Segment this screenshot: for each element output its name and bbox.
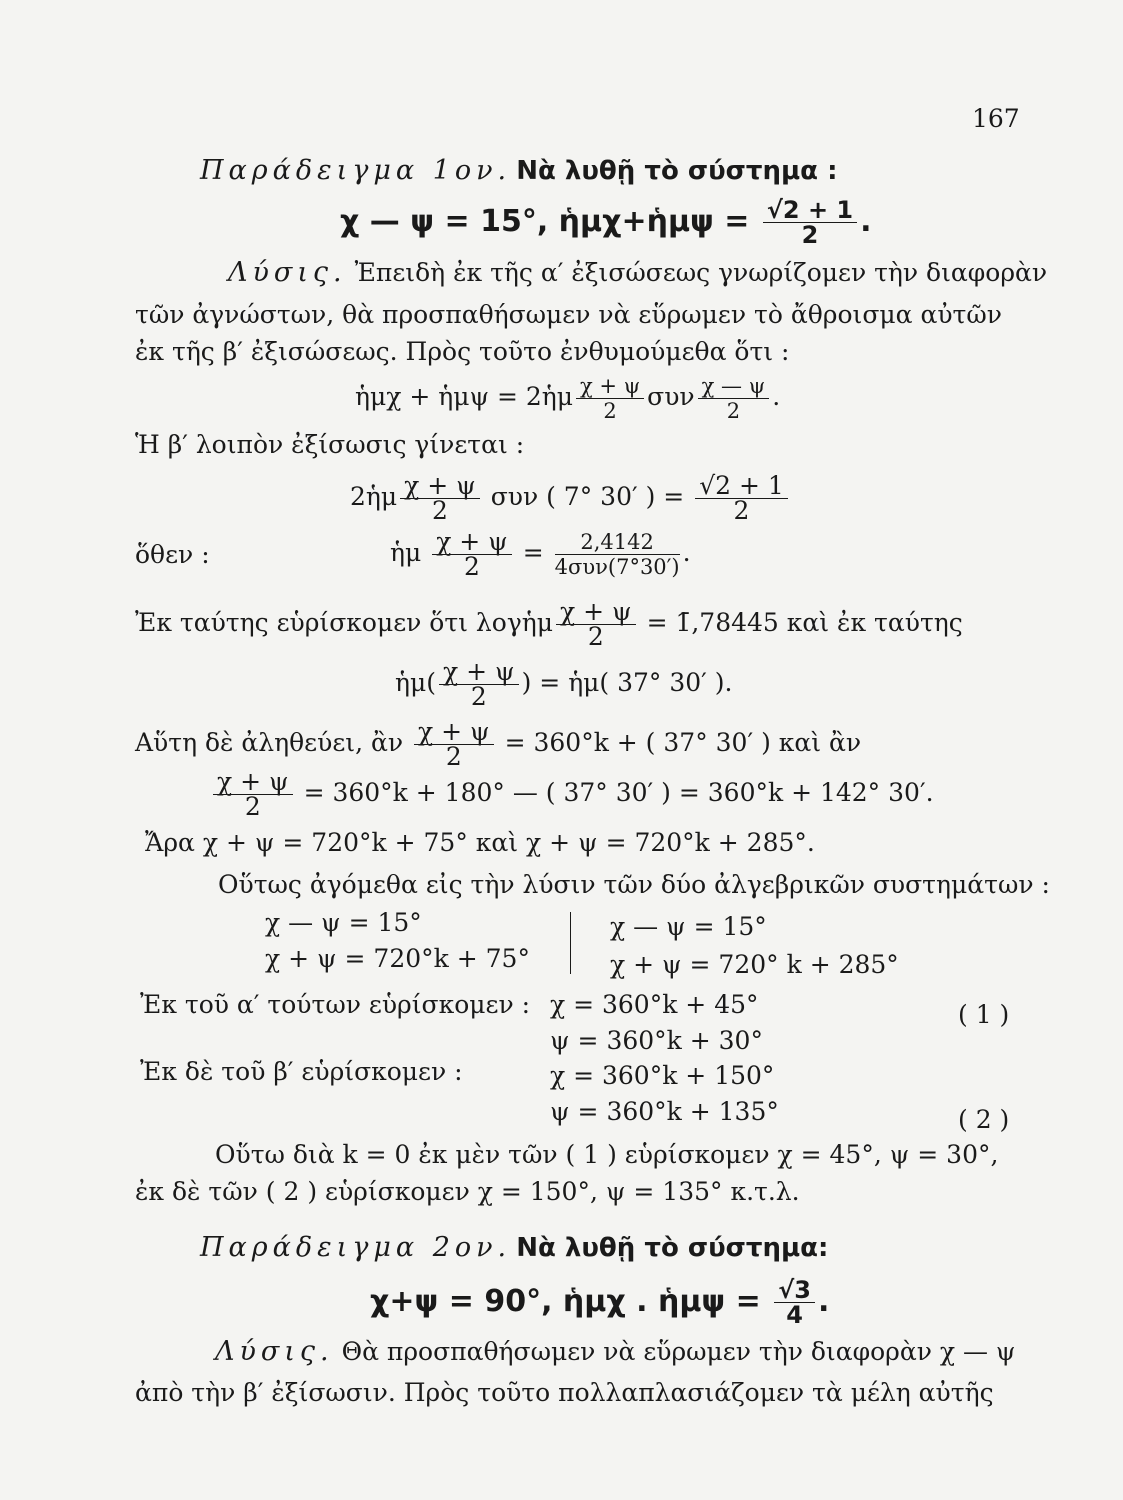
numerator: χ + ψ: [213, 770, 293, 795]
numerator: χ — ψ: [698, 374, 770, 399]
tag-1: ( 1 ): [958, 1000, 1010, 1029]
example-1-label: Παράδειγμα 1ον.: [200, 155, 512, 186]
system-left: χ+ψ = 90°, ἡμχ . ἡμψ =: [370, 1284, 761, 1319]
numerator: √2 + 1: [695, 474, 788, 499]
system-2-eq-a: χ — ψ = 15°: [610, 912, 767, 941]
identity-formula: [355, 374, 780, 423]
numerator: √2 + 1: [763, 198, 857, 223]
fraction: [414, 717, 494, 771]
fraction: [695, 471, 788, 525]
log-pre: Ἐκ ταύτης εὑρίσκομεν ὅτι λογἡμ: [135, 608, 553, 637]
denominator: 2: [244, 792, 261, 821]
end-dot: .: [860, 204, 872, 239]
fraction: [555, 530, 680, 579]
becomes-line: Ἡ β′ λοιπὸν ἐξίσωσις γίνεται :: [135, 430, 525, 459]
solution-line-1: [228, 258, 1047, 288]
system-2-eq-b: χ + ψ = 720° k + 285°: [610, 950, 899, 979]
example-1-heading: [200, 155, 837, 186]
equation-3: [390, 527, 691, 581]
fraction: [439, 657, 519, 711]
truth-post: = 360°k + ( 37° 30′ ) καὶ ἂν: [504, 728, 862, 757]
example-2-instruction: Νὰ λυθῇ τὸ σύστημα:: [516, 1233, 829, 1263]
hence-label: ὅθεν :: [135, 540, 210, 569]
sine-equation: [395, 657, 733, 711]
numerator: χ + ψ: [576, 374, 644, 399]
eq2-left: 2ἡμ: [350, 482, 398, 511]
denominator: 2: [470, 682, 487, 711]
solution-line-3: ἐκ τῆς β′ ἐξισώσεως. Πρὸς τοῦτο ἐνθυμούμεθα ὅτι :: [135, 337, 790, 366]
fraction: [556, 597, 636, 651]
end-dot: .: [682, 538, 691, 567]
system-divider: [570, 912, 571, 974]
numerator: 2,4142: [555, 530, 680, 555]
sine-right: ) = ἡμ( 37° 30′ ).: [521, 668, 733, 697]
truth-pre: Αὕτη δὲ ἀληθεύει, ἂν: [135, 728, 404, 757]
example-1-system: [340, 198, 872, 247]
second-case-post: = 360°k + 180° — ( 37° 30′ ) = 360°k + 142° 30′.: [303, 778, 934, 807]
conclusion-line-1: Οὕτω διὰ k = 0 ἐκ μὲν τῶν ( 1 ) εὑρίσκομεν χ = 45°, ψ = 30°,: [215, 1140, 999, 1169]
fraction: [698, 374, 770, 423]
numerator: χ + ψ: [400, 474, 480, 499]
result-1-y: ψ = 360°k + 30°: [550, 1026, 763, 1055]
denominator: 2: [726, 399, 741, 423]
eq2-mid: συν ( 7° 30′ ) =: [490, 482, 685, 511]
eq3-left: ἡμ: [390, 538, 422, 567]
thus-line: Οὕτως ἀγόμεθα εἰς τὴν λύσιν τῶν δύο ἀλγεβρικῶν συστημάτων :: [218, 870, 1050, 899]
denominator: 2: [801, 221, 819, 249]
solution-label: Λύσις.: [215, 1336, 334, 1367]
truth-line: [135, 717, 862, 771]
example-2-heading: [200, 1232, 828, 1263]
denominator: 2: [445, 742, 462, 771]
example-1-instruction: Νὰ λυθῇ τὸ σύστημα :: [516, 156, 838, 186]
example-2-solution-line-2: ἀπὸ τὴν β′ ἐξίσωσιν. Πρὸς τοῦτο πολλαπλασιάζομεν τὰ μέλη αὐτῆς: [135, 1378, 994, 1407]
log-line: [135, 597, 963, 651]
denominator: 2: [431, 496, 448, 525]
denominator: 2: [733, 496, 750, 525]
fraction: [432, 527, 512, 581]
log-post: = 1̄,78445 καὶ ἐκ ταύτης: [646, 608, 963, 637]
system-fraction: [774, 1278, 815, 1327]
numerator: χ + ψ: [432, 530, 512, 555]
equation-2: [350, 471, 791, 525]
example-2-solution-line-1: [215, 1337, 1016, 1367]
end-dot: .: [818, 1284, 830, 1319]
sine-left: ἡμ(: [395, 668, 436, 697]
solution-label: Λύσις.: [228, 257, 347, 288]
page-number: 167: [972, 104, 1020, 133]
denominator: 2: [464, 552, 480, 581]
numerator: χ + ψ: [414, 720, 494, 745]
system-left: χ — ψ = 15°, ἡμχ+ἡμψ =: [340, 204, 750, 239]
solution-text: Θὰ προσπαθήσωμεν νὰ εὕρωμεν τὴν διαφορὰν χ — ψ: [341, 1337, 1016, 1366]
result-1-x: χ = 360°k + 45°: [550, 990, 759, 1019]
fraction: [400, 471, 480, 525]
result-2-x: χ = 360°k + 150°: [550, 1061, 775, 1090]
tag-2: ( 2 ): [958, 1105, 1010, 1134]
system-1-eq-a: χ — ψ = 15°: [265, 908, 422, 937]
system-1-eq-b: χ + ψ = 720°k + 75°: [265, 944, 530, 973]
numerator: χ + ψ: [439, 660, 519, 685]
first-result-label: Ἐκ τοῦ α′ τούτων εὑρίσκομεν :: [140, 990, 531, 1019]
result-2-y: ψ = 360°k + 135°: [550, 1097, 779, 1126]
therefore-line: Ἄρα χ + ψ = 720°k + 75° καὶ χ + ψ = 720°k + 285°.: [145, 828, 815, 857]
identity-mid: συν: [647, 382, 695, 411]
second-case-line: [210, 767, 934, 821]
numerator: √3: [774, 1278, 815, 1303]
denominator: 4συν(7°30′): [554, 555, 680, 579]
solution-line-2: τῶν ἀγνώστων, θὰ προσπαθήσωμεν νὰ εὕρωμεν τὸ ἄθροισμα αὐτῶν: [135, 300, 1002, 329]
identity-left: ἡμχ + ἡμψ = 2ἡμ: [355, 382, 574, 411]
fraction: [213, 767, 293, 821]
example-2-system: [370, 1278, 829, 1327]
denominator: 4: [786, 1301, 803, 1329]
end-dot: .: [772, 382, 781, 411]
second-result-label: Ἐκ δὲ τοῦ β′ εὑρίσκομεν :: [140, 1057, 463, 1086]
solution-text: Ἐπειδὴ ἐκ τῆς α′ ἐξισώσεως γνωρίζομεν τὴν διαφορὰν: [354, 258, 1048, 287]
denominator: 2: [587, 622, 604, 651]
fraction: [576, 374, 644, 423]
denominator: 2: [603, 399, 617, 423]
numerator: χ + ψ: [556, 600, 636, 625]
eq3-equals: =: [522, 538, 544, 567]
system-fraction: [763, 198, 857, 247]
example-2-label: Παράδειγμα 2ον.: [200, 1232, 512, 1263]
conclusion-line-2: ἐκ δὲ τῶν ( 2 ) εὑρίσκομεν χ = 150°, ψ = 135° κ.τ.λ.: [135, 1177, 800, 1206]
